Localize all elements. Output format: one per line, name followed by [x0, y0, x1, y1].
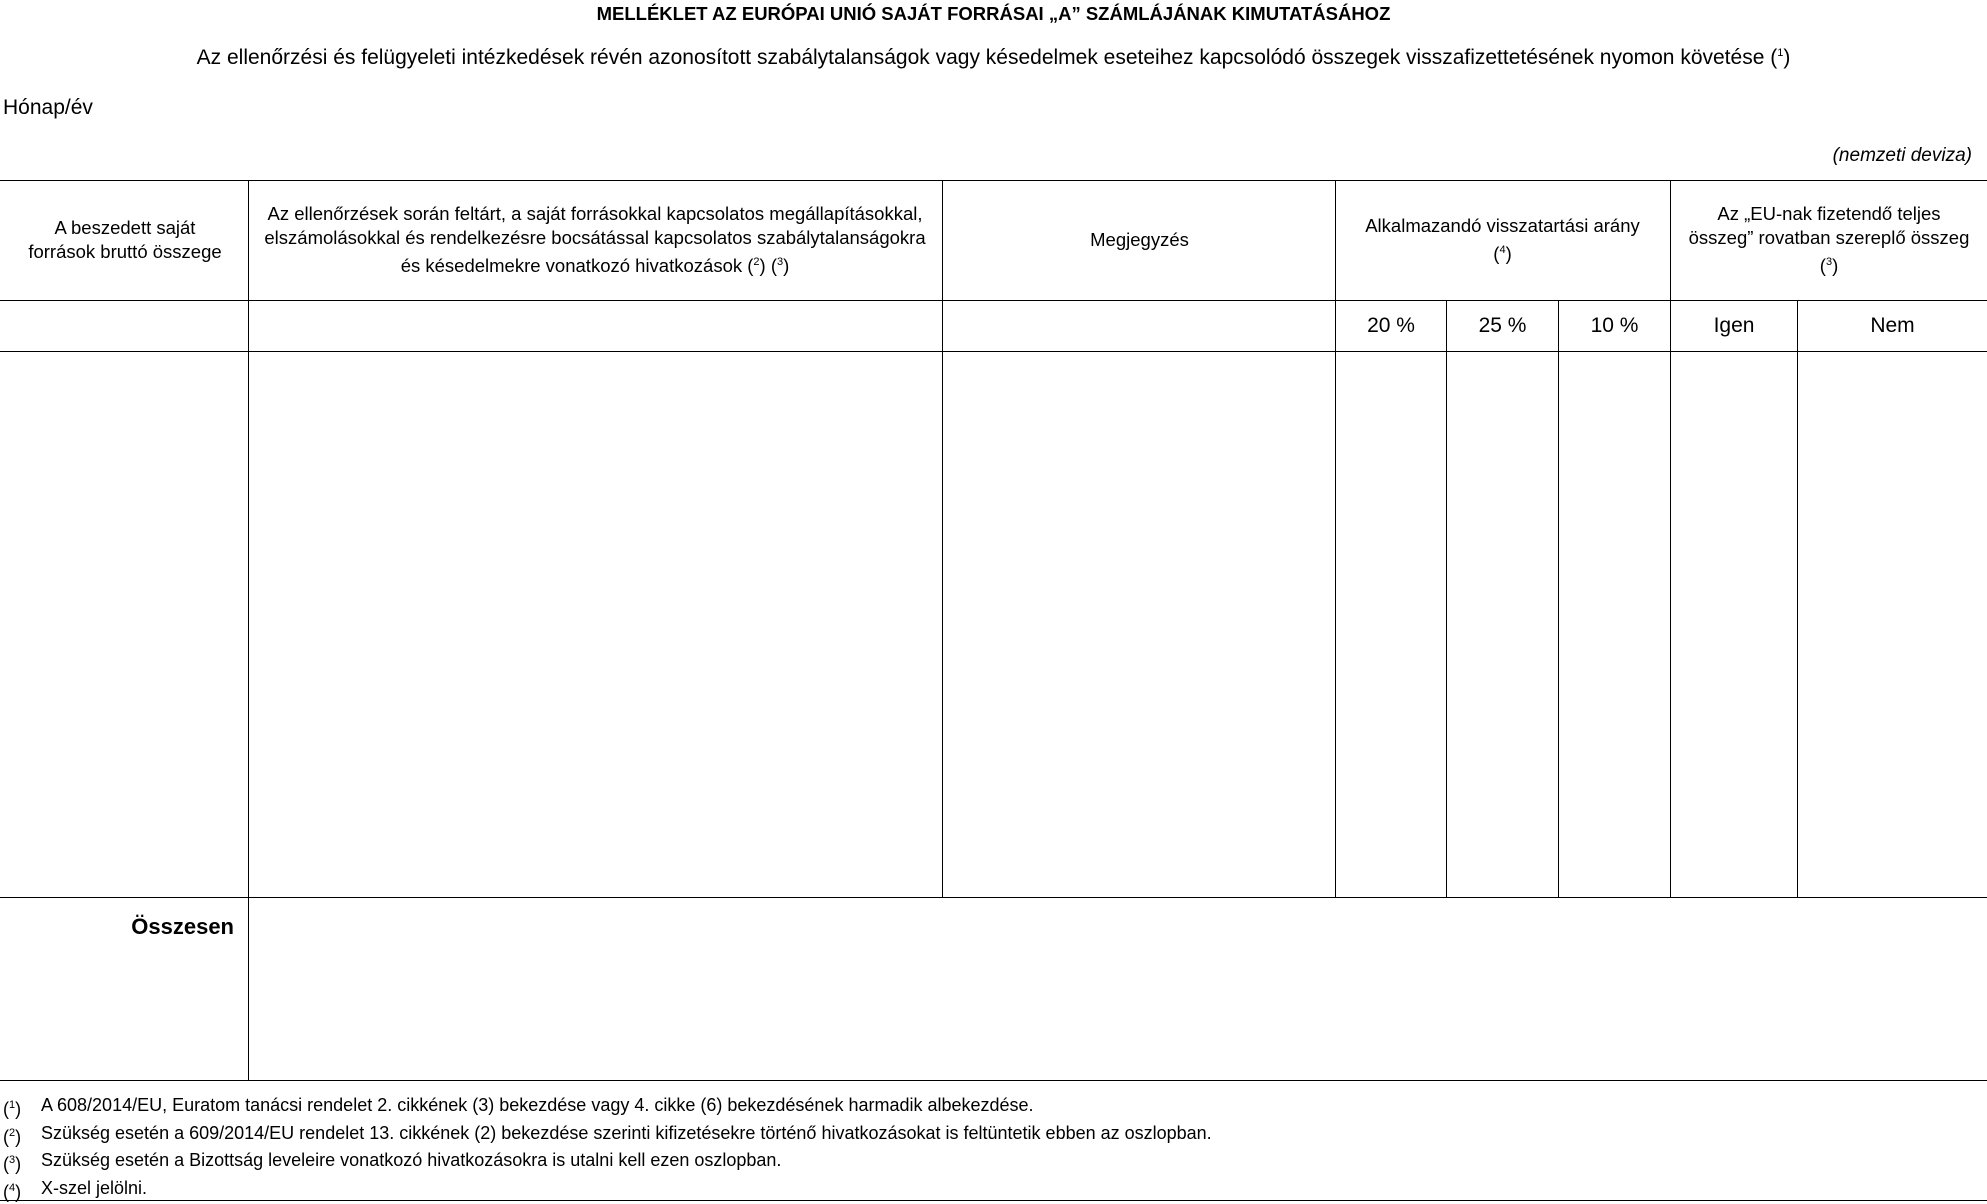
footnote-text: Szükség esetén a Bizottság leveleire vonatkozó hivatkozásokra is utalni kell ezen oszlopban. — [41, 1149, 781, 1177]
subtitle-close: ) — [1783, 46, 1790, 69]
header-eu-amount-close: ) — [1832, 255, 1838, 276]
subheader-10-percent: 10 % — [1559, 300, 1670, 351]
footnote-marker: 1 — [9, 1099, 15, 1111]
col-divider-1 — [248, 180, 249, 1080]
sub-divider-nem — [1797, 300, 1798, 897]
header-references-close: ) — [783, 255, 789, 276]
footnote-4: ($^4$) X-szel jelölni. — [3, 1177, 1212, 1204]
subheader-20-percent: 20 % — [1336, 300, 1446, 351]
footnote-marker: 2 — [9, 1127, 15, 1139]
header-retention-ref: 4 — [1499, 244, 1505, 256]
header-references-ref-2: 2 — [753, 256, 759, 268]
subheader-bottom-border — [0, 351, 1987, 352]
subheader-no: Nem — [1798, 300, 1987, 351]
total-bottom-border — [0, 1080, 1987, 1081]
sub-divider-25 — [1446, 300, 1447, 897]
header-retention-text: Alkalmazandó visszatartási arány ( — [1365, 215, 1640, 264]
body-bottom-border — [0, 897, 1987, 898]
footnote-marker: 3 — [9, 1154, 15, 1166]
sub-divider-10 — [1558, 300, 1559, 897]
footnote-3: ($^3$) Szükség esetén a Bizottság leveleire vonatkozó hivatkozásokra is utalni kell ezen oszlopban. — [3, 1149, 1212, 1177]
subtitle-text: Az ellenőrzési és felügyeleti intézkedések révén azonosított szabálytalanságok vagy késedelmek eseteihez kapcsolódó összegek visszafizettetésének nyomon követése ( — [197, 46, 1778, 69]
footnote-text: X-szel jelölni. — [41, 1177, 147, 1204]
header-references-sep: ) ( — [760, 255, 777, 276]
header-references-ref-3: 3 — [777, 256, 783, 268]
col-divider-4 — [1670, 180, 1671, 897]
footnote-marker: 4 — [9, 1182, 15, 1194]
subheader-25-percent: 25 % — [1447, 300, 1558, 351]
header-eu-amount — [1684, 180, 1974, 300]
footnote-1: ($^1$) A 608/2014/EU, Euratom tanácsi rendelet 2. cikkének (3) bekezdése vagy 4. cikke (6) bekezdésének harmadik albekezdése. — [3, 1094, 1212, 1122]
subtitle-footnote-ref: 1 — [1777, 47, 1783, 59]
header-references — [262, 180, 928, 300]
currency-label: (nemzeti deviza) — [1833, 145, 1972, 167]
footnote-text: A 608/2014/EU, Euratom tanácsi rendelet 2. cikkének (3) bekezdése vagy 4. cikke (6) bekezdésének harmadik albekezdése. — [41, 1094, 1034, 1122]
header-eu-amount-ref: 3 — [1826, 256, 1832, 268]
footnote-2: ($^2$) Szükség esetén a 609/2014/EU rendelet 13. cikkének (2) bekezdése szerinti kifizetésekre történő hivatkozásokat is feltüntetik ebben az oszlopban. — [3, 1122, 1212, 1150]
col-divider-2 — [942, 180, 943, 897]
header-gross-amount: A beszedett saját források bruttó összege — [20, 180, 230, 300]
header-retention-rate — [1360, 180, 1645, 300]
header-references-text: Az ellenőrzések során feltárt, a saját forrásokkal kapcsolatos megállapításokkal, elszámolásokkal és rendelkezésre bocsátással kapcsolatos szabálytalanságokra és késedelmekre vonatkozó hivatkozások ( — [264, 203, 925, 276]
footnotes — [3, 1094, 1212, 1204]
document-title: MELLÉKLET AZ EURÓPAI UNIÓ SAJÁT FORRÁSAI „A” SZÁMLÁJÁNAK KIMUTATÁSÁHOZ — [0, 3, 1987, 25]
footnote-text: Szükség esetén a 609/2014/EU rendelet 13. cikkének (2) bekezdése szerinti kifizetésekre történő hivatkozásokat is feltüntetik ebben az oszlopban. — [41, 1122, 1212, 1150]
total-label: Összesen — [131, 914, 234, 940]
col-divider-3 — [1335, 180, 1336, 897]
header-eu-amount-text: Az „EU-nak fizetendő teljes összeg” rovatban szereplő összeg ( — [1689, 203, 1970, 276]
header-retention-close: ) — [1506, 243, 1512, 264]
month-year-label: Hónap/év — [3, 96, 93, 120]
header-remark: Megjegyzés — [944, 180, 1335, 300]
subheader-yes: Igen — [1671, 300, 1797, 351]
document-subtitle — [0, 46, 1987, 70]
